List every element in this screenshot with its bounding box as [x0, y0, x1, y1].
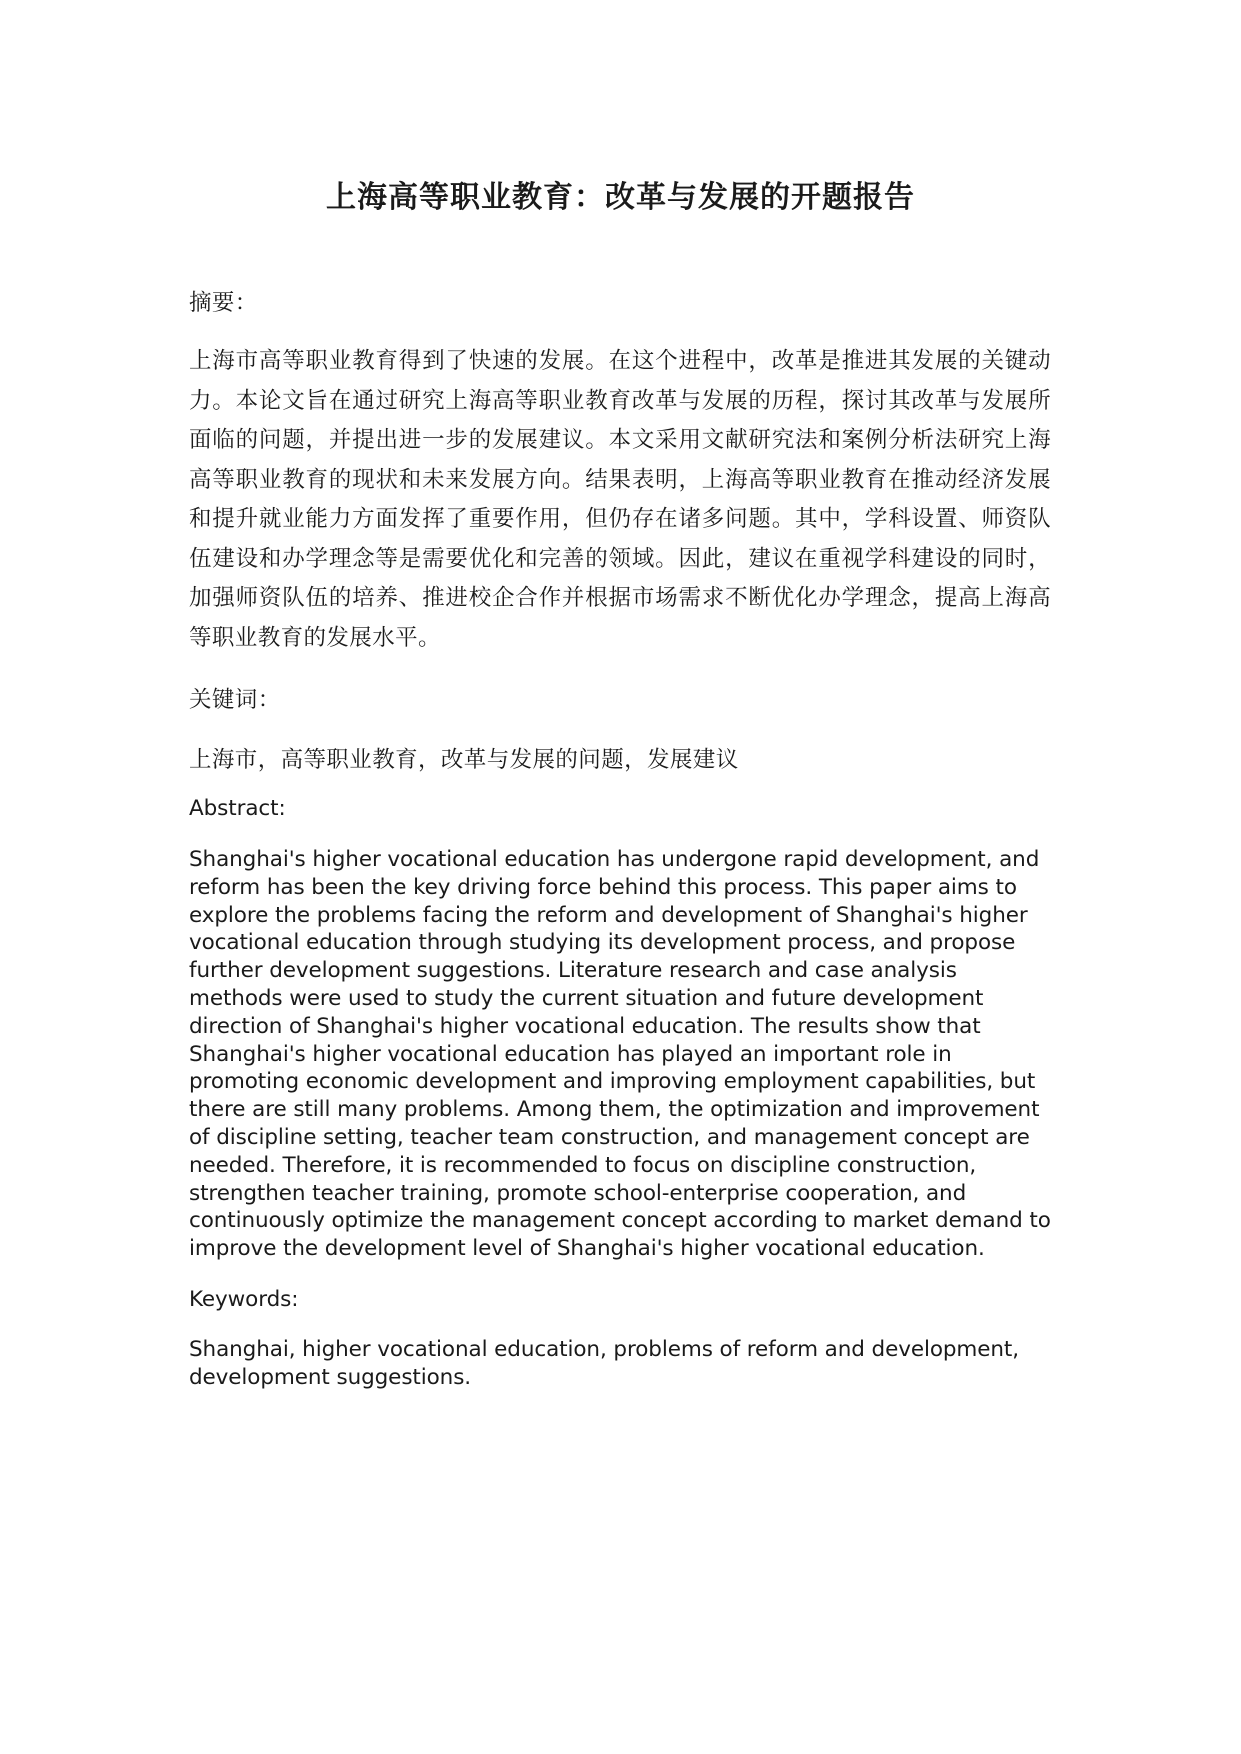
abstract-en-text: Shanghai's higher vocational education has undergone rapid development, and reform has been the key driving force behind this process. This paper aims to explore the problems facing the reform and development of Shanghai's higher vocational education through studying its development process, and propose further development suggestions. Literature research and case analysis methods were used to study the current situation and future development direction of Shanghai's higher vocational education. The results show that Shanghai's higher vocational education has played an important role in promoting economic development and improving employment capabilities, but there are still many problems. Among them, the optimization and improvement of discipline setting, teacher team construction, and management concept are needed. Therefore, it is recommended to focus on discipline construction, strengthen teacher training, promote school-enterprise cooperation, and continuously optimize the management concept according to market demand to improve the development level of Shanghai's higher vocational education.: [189, 847, 1051, 1262]
abstract-cn-label: 摘要：: [189, 290, 258, 316]
abstract-en-label: Abstract:: [189, 796, 286, 821]
abstract-cn-text: 上海市高等职业教育得到了快速的发展。在这个进程中，改革是推进其发展的关键动力。本论文旨在通过研究上海高等职业教育改革与发展的历程，探讨其改革与发展所面临的问题，并提出进一步的发展建议。本文采用文献研究法和案例分析法研究上海高等职业教育的现状和未来发展方向。结果表明，上海高等职业教育在推动经济发展和提升就业能力方面发挥了重要作用，但仍存在诸多问题。其中，学科设置、师资队伍建设和办学理念等是需要优化和完善的领域。因此，建议在重视学科建设的同时，加强师资队伍的培养、推进校企合作并根据市场需求不断优化办学理念，提高上海高等职业教育的发展水平。: [189, 348, 1051, 651]
keywords-cn-label: 关键词：: [189, 687, 281, 713]
keywords-en-text: Shanghai, higher vocational education, problems of reform and development, development suggestions.: [189, 1337, 1019, 1390]
keywords-cn-text: 上海市，高等职业教育，改革与发展的问题，发展建议: [189, 747, 739, 773]
document-title: 上海高等职业教育：改革与发展的开题报告: [326, 180, 915, 215]
keywords-en-label: Keywords:: [189, 1287, 299, 1312]
